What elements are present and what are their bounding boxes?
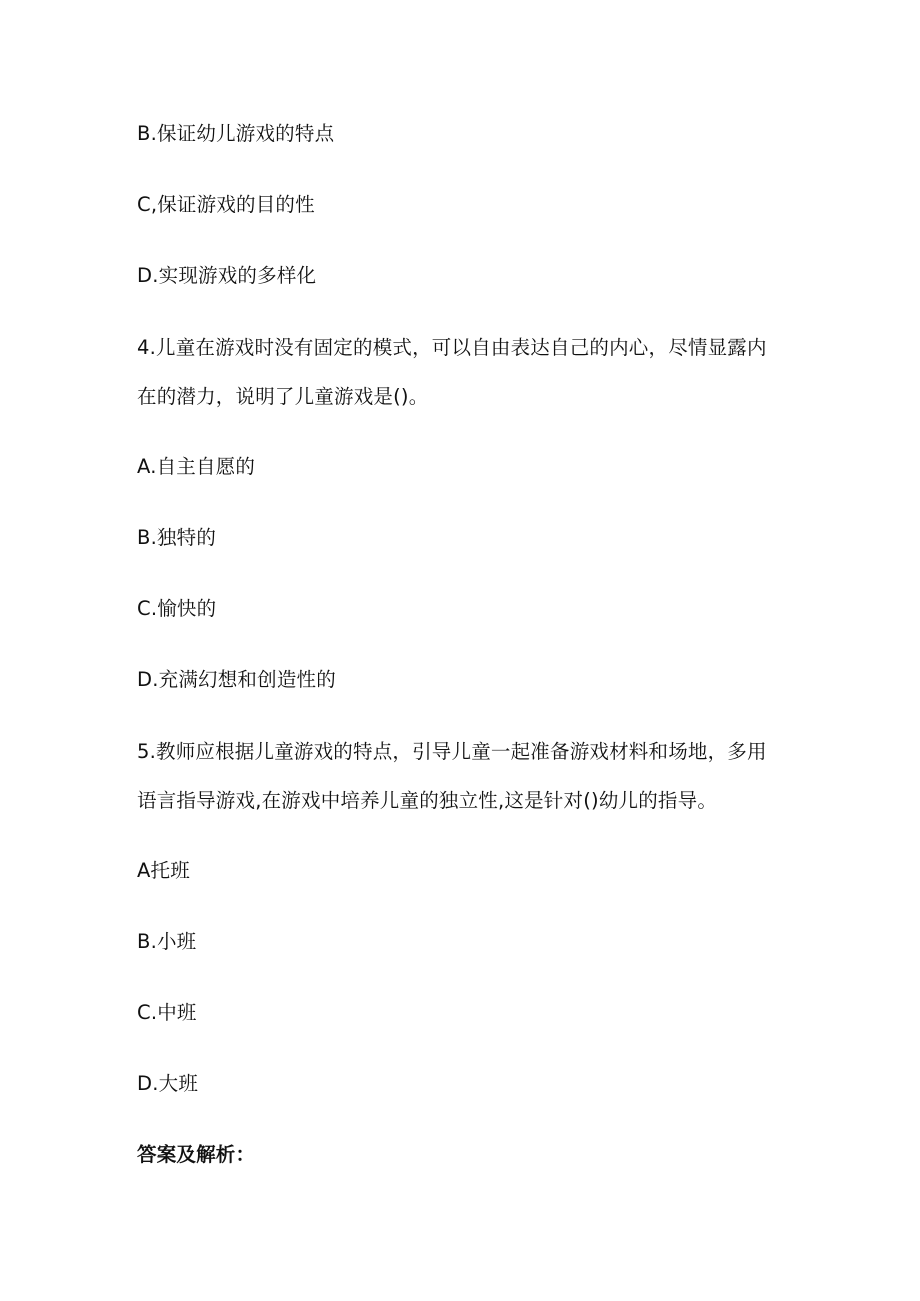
q3-option-c: C,保证游戏的目的性: [137, 193, 315, 216]
answer-heading: 答案及解析：: [137, 1143, 256, 1166]
q4-option-d: D.充满幻想和创造性的: [137, 668, 336, 691]
q5-option-d: D.大班: [137, 1072, 199, 1095]
q5-stem-line2: 语言指导游戏,在游戏中培养儿童的独立性,这是针对()幼儿的指导。: [137, 789, 718, 812]
q4-stem-line2: 在的潜力，说明了儿童游戏是()。: [137, 385, 429, 408]
q5-option-a: A托班: [137, 859, 190, 882]
q4-option-c: C.愉快的: [137, 597, 217, 620]
q4-option-a: A.自主自愿的: [137, 455, 256, 478]
q5-stem-line1: 5.教师应根据儿童游戏的特点，引导儿童一起准备游戏材料和场地，多用: [137, 740, 767, 763]
q5-option-b: B.小班: [137, 930, 197, 953]
q5-option-c: C.中班: [137, 1001, 197, 1024]
q3-option-d: D.实现游戏的多样化: [137, 264, 317, 287]
q3-option-b: B.保证幼儿游戏的特点: [137, 122, 335, 145]
q4-option-b: B.独特的: [137, 526, 217, 549]
q4-stem-line1: 4.儿童在游戏时没有固定的模式，可以自由表达自己的内心，尽情显露内: [137, 336, 767, 359]
